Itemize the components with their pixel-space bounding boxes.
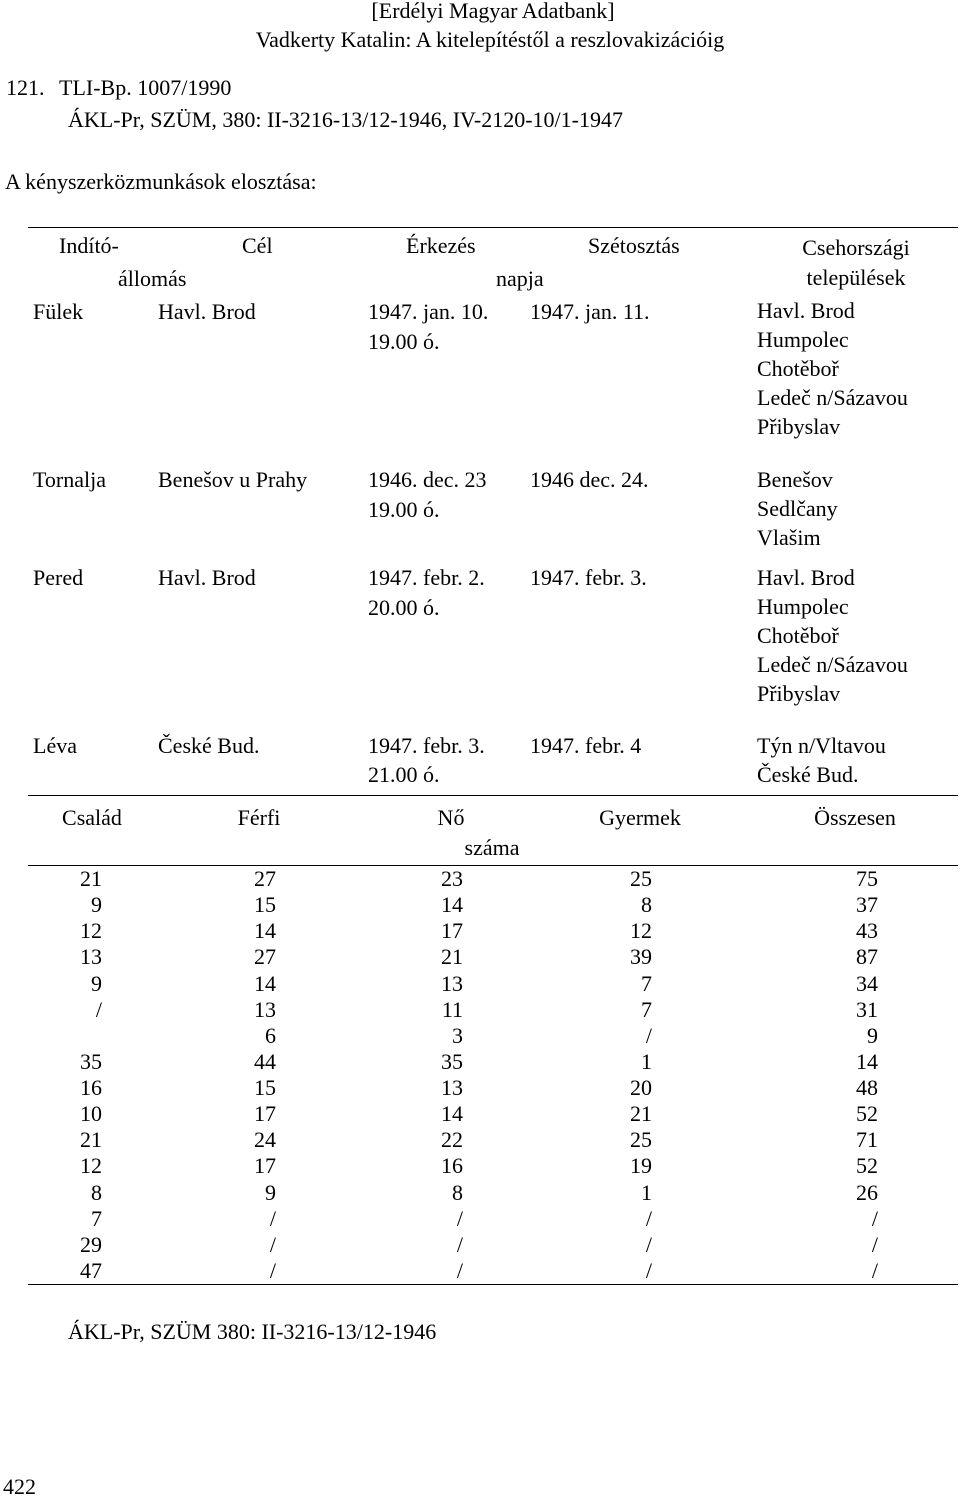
ferfi-cell: 17	[254, 1153, 276, 1178]
settlement: Přibyslav	[757, 681, 841, 706]
no-cell: /	[456, 1258, 463, 1283]
settlement: Havl. Brod	[757, 298, 855, 323]
csalad-cell: 16	[80, 1075, 102, 1100]
no-cell: 13	[441, 1075, 463, 1100]
osszesen-cell: /	[871, 1232, 878, 1257]
ferfi-cell: 17	[254, 1101, 276, 1126]
csalad-cell: 12	[80, 918, 102, 943]
gyermek-cell: 19	[630, 1153, 652, 1178]
osszesen-cell: 9	[867, 1023, 878, 1048]
csalad-cell: 35	[80, 1049, 102, 1074]
footnote-number: 121.	[6, 75, 45, 100]
header-gyermek: Gyermek	[599, 805, 681, 830]
no-cell: 35	[441, 1049, 463, 1074]
csalad-cell: 8	[91, 1180, 102, 1205]
ferfi-cell: 44	[254, 1049, 276, 1074]
osszesen-cell: 14	[856, 1049, 878, 1074]
from-station: Pered	[33, 565, 84, 590]
osszesen-cell: 52	[856, 1101, 878, 1126]
header-osszesen: Összesen	[814, 805, 896, 830]
czech-settlements	[757, 465, 838, 552]
csalad-cell: /	[95, 997, 102, 1022]
osszesen-cell: 34	[856, 971, 878, 996]
no-cell: /	[456, 1232, 463, 1257]
destination: Havl. Brod	[158, 565, 256, 590]
header-cel: Cél	[242, 233, 273, 258]
destination: Benešov u Prahy	[158, 467, 308, 492]
gyermek-cell: /	[645, 1258, 652, 1283]
header-szetosztas: Szétosztás	[588, 233, 680, 258]
from-station: Léva	[33, 733, 77, 758]
settlement: Humpolec	[757, 594, 849, 619]
header-erkezes: Érkezés	[406, 233, 476, 258]
gyermek-cell: 1	[641, 1049, 652, 1074]
csalad-cell: 7	[91, 1206, 102, 1231]
czech-settlements	[757, 296, 908, 441]
settlement: Chotěboř	[757, 356, 839, 381]
no-cell: 11	[441, 997, 463, 1022]
csalad-cell: 13	[80, 944, 102, 969]
gyermek-cell: 25	[630, 1127, 652, 1152]
no-cell: 13	[441, 971, 463, 996]
gyermek-cell: /	[645, 1206, 652, 1231]
osszesen-cell: 52	[856, 1153, 878, 1178]
no-cell: 21	[441, 944, 463, 969]
osszesen-cell: 75	[856, 866, 878, 891]
settlement: Týn n/Vltavou	[757, 733, 886, 758]
csalad-cell: 9	[91, 892, 102, 917]
source-reference: ÁKL-Pr, SZÜM 380: II-3216-13/12-1946	[68, 1319, 437, 1344]
section-title: A kényszerközmunkások elosztása:	[5, 169, 317, 194]
czech-settlements	[757, 563, 908, 708]
ferfi-cell: /	[269, 1258, 276, 1283]
ferfi-cell: 6	[265, 1023, 276, 1048]
ferfi-cell: 14	[254, 918, 276, 943]
destination: Havl. Brod	[158, 299, 256, 324]
distribution-date: 1947. febr. 3.	[530, 565, 647, 590]
csalad-cell: 10	[80, 1101, 102, 1126]
no-cell: 14	[441, 892, 463, 917]
no-cell: 16	[441, 1153, 463, 1178]
header-source: [Erdélyi Magyar Adatbank]	[371, 0, 615, 23]
arrival-date: 1947. febr. 2.	[368, 565, 485, 590]
czech-settlements	[757, 731, 886, 789]
header-no: Nő	[437, 805, 465, 830]
gyermek-cell: 21	[630, 1101, 652, 1126]
osszesen-cell: 43	[856, 918, 878, 943]
gyermek-cell: 12	[630, 918, 652, 943]
no-cell: 14	[441, 1101, 463, 1126]
settlement: České Bud.	[757, 762, 859, 787]
osszesen-cell: 71	[856, 1127, 878, 1152]
no-cell: /	[456, 1206, 463, 1231]
gyermek-cell: 25	[630, 866, 652, 891]
gyermek-cell: 1	[641, 1180, 652, 1205]
csalad-cell: 29	[80, 1232, 102, 1257]
header-indito: Indító-	[59, 233, 119, 258]
ferfi-cell: 14	[254, 971, 276, 996]
gyermek-cell: /	[645, 1232, 652, 1257]
gyermek-cell: 7	[641, 971, 652, 996]
csalad-cell: 21	[80, 866, 102, 891]
csalad-cell: 9	[91, 971, 102, 996]
table-top-rule	[28, 227, 958, 228]
header-allomas: állomás	[118, 266, 187, 291]
distribution-date: 1947. febr. 4	[530, 733, 642, 758]
ferfi-cell: /	[269, 1232, 276, 1257]
osszesen-cell: 48	[856, 1075, 878, 1100]
csalad-cell: 21	[80, 1127, 102, 1152]
osszesen-cell: /	[871, 1258, 878, 1283]
no-cell: 8	[452, 1180, 463, 1205]
header-book-title: Vadkerty Katalin: A kitelepítéstől a reszlovakizációig	[255, 27, 725, 52]
gyermek-cell: 39	[630, 944, 652, 969]
ferfi-cell: 9	[265, 1180, 276, 1205]
settlement: Ledeč n/Sázavou	[757, 652, 908, 677]
header-szama: száma	[464, 835, 520, 860]
arrival-time: 19.00 ó.	[368, 497, 440, 522]
csalad-cell: 47	[80, 1258, 102, 1283]
distribution-date: 1947. jan. 11.	[530, 299, 650, 324]
ferfi-cell: /	[269, 1206, 276, 1231]
gyermek-cell: 7	[641, 997, 652, 1022]
gyermek-cell: 8	[641, 892, 652, 917]
count-header-rule	[28, 865, 958, 866]
header-napja: napja	[496, 266, 544, 291]
csalad-cell: 12	[80, 1153, 102, 1178]
arrival-time: 21.00 ó.	[368, 762, 440, 787]
count-bottom-rule	[28, 1284, 958, 1285]
no-cell: 23	[441, 866, 463, 891]
osszesen-cell: 87	[856, 944, 878, 969]
arrival-date: 1947. febr. 3.	[368, 733, 485, 758]
header-csehorszagi: Csehországi	[802, 235, 910, 260]
header-telepulesek: települések	[806, 265, 906, 290]
osszesen-cell: 26	[856, 1180, 878, 1205]
settlement: Ledeč n/Sázavou	[757, 385, 908, 410]
settlement: Humpolec	[757, 327, 849, 352]
gyermek-cell: /	[645, 1023, 652, 1048]
ferfi-cell: 27	[254, 866, 276, 891]
gyermek-cell: 20	[630, 1075, 652, 1100]
no-cell: 3	[452, 1023, 463, 1048]
footnote-line2: ÁKL-Pr, SZÜM, 380: II-3216-13/12-1946, IV-2120-10/1-1947	[68, 107, 623, 132]
settlement: Vlašim	[757, 525, 821, 550]
from-station: Tornalja	[33, 467, 106, 492]
distribution-date: 1946 dec. 24.	[530, 467, 649, 492]
settlement: Přibyslav	[757, 414, 841, 439]
arrival-time: 20.00 ó.	[368, 595, 440, 620]
osszesen-cell: 37	[856, 892, 878, 917]
settlement: Havl. Brod	[757, 565, 855, 590]
from-station: Fülek	[33, 299, 84, 324]
no-cell: 17	[441, 918, 463, 943]
ferfi-cell: 15	[254, 892, 276, 917]
arrival-time: 19.00 ó.	[368, 329, 440, 354]
header-csalad: Család	[62, 805, 122, 830]
header-ferfi: Férfi	[237, 805, 281, 830]
table-divider-rule	[28, 795, 958, 796]
ferfi-cell: 27	[254, 944, 276, 969]
arrival-date: 1947. jan. 10.	[368, 299, 489, 324]
ferfi-cell: 15	[254, 1075, 276, 1100]
footnote-line1: TLI-Bp. 1007/1990	[59, 75, 232, 100]
settlement: Sedlčany	[757, 496, 838, 521]
no-cell: 22	[441, 1127, 463, 1152]
arrival-date: 1946. dec. 23	[368, 467, 487, 492]
settlement: Benešov	[757, 467, 833, 492]
settlement: Chotěboř	[757, 623, 839, 648]
osszesen-cell: 31	[856, 997, 878, 1022]
page-number: 422	[3, 1474, 36, 1499]
ferfi-cell: 13	[254, 997, 276, 1022]
ferfi-cell: 24	[254, 1127, 276, 1152]
osszesen-cell: /	[871, 1206, 878, 1231]
destination: České Bud.	[158, 733, 260, 758]
